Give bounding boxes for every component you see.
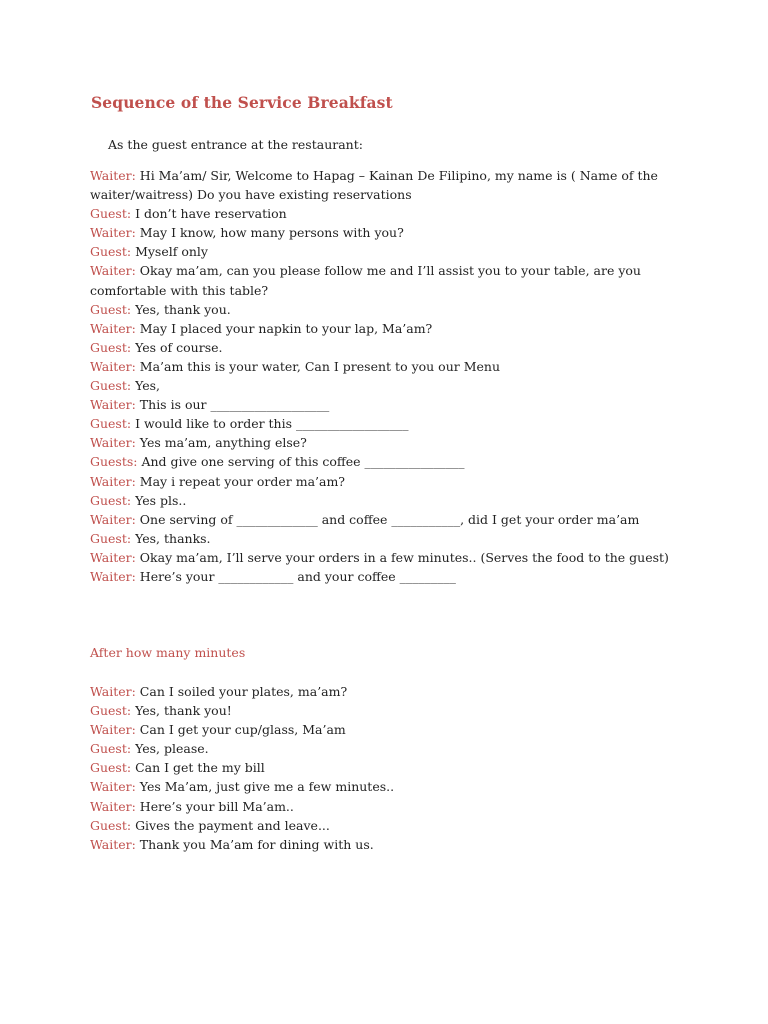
speaker-label: Waiter: [90, 320, 136, 336]
dialogue-line [90, 166, 690, 204]
line-text: Myself only [131, 244, 208, 260]
dialogue-line [90, 452, 690, 471]
line-text: Yes ma’am, anything else? [135, 435, 307, 451]
speaker-label: Guest: [90, 741, 132, 757]
speaker-label: Guest: [90, 378, 132, 394]
speaker-label: Guest: [90, 492, 132, 508]
dialogue-line [90, 777, 690, 796]
speaker-label: Waiter: [90, 511, 136, 527]
speaker-label: Waiter: [90, 568, 136, 584]
line-text: Okay ma’am, I’ll serve your orders in a few minutes.. (Serves the food to the guest) [135, 549, 669, 565]
dialogue-line [90, 510, 690, 529]
speaker-label: Waiter: [90, 168, 136, 183]
dialogue-line [90, 816, 690, 835]
dialogue-line [90, 376, 690, 395]
line-text: Yes pls.. [131, 492, 187, 508]
dialogue-line [90, 835, 690, 854]
intro-text: As the guest entrance at the restaurant: [108, 137, 363, 152]
dialogue-line [90, 720, 690, 739]
speaker-label: Guest: [90, 416, 132, 432]
speaker-label: Waiter: [90, 722, 136, 738]
dialogue-line [90, 797, 690, 816]
dialogue-line [90, 433, 690, 452]
line-text: Thank you Ma’am for dining with us. [135, 836, 374, 852]
speaker-label: Guests: [90, 454, 138, 470]
speaker-label: Guest: [90, 301, 132, 317]
dialogue-line [90, 319, 690, 338]
dialogue-line [90, 472, 690, 491]
line-text: Here’s your ____________ and your coffee _________ [135, 568, 456, 584]
speaker-label: Waiter: [90, 358, 136, 374]
line-text: Yes of course. [131, 339, 223, 355]
dialogue-block-2 [90, 682, 690, 854]
dialogue-block-1 [90, 166, 690, 586]
line-text: I don’t have reservation [131, 206, 287, 222]
line-text: Hi Ma’am/ Sir, Welcome to Hapag – Kainan De Filipino, my name is ( Name of the waiter/waitress) Do you have existing reservations [90, 168, 658, 203]
speaker-label: Guest: [90, 339, 132, 355]
dialogue-line [90, 739, 690, 758]
speaker-label: Waiter: [90, 549, 136, 565]
line-text: Can I get the my bill [131, 760, 265, 776]
dialogue-line [90, 300, 690, 319]
speaker-label: Waiter: [90, 225, 136, 241]
dialogue-line [90, 529, 690, 548]
dialogue-line [90, 395, 690, 414]
line-text: Gives the payment and leave... [131, 817, 330, 833]
speaker-label: Waiter: [90, 397, 136, 413]
document-title: Sequence of the Service Breakfast [91, 93, 393, 112]
speaker-label: Waiter: [90, 836, 136, 852]
line-text: Here’s your bill Ma’am.. [135, 798, 294, 814]
speaker-label: Guest: [90, 817, 132, 833]
dialogue-line [90, 357, 690, 376]
line-text: May i repeat your order ma’am? [135, 473, 346, 489]
line-text: Yes, [131, 378, 161, 394]
line-text: And give one serving of this coffee ________________ [137, 454, 465, 470]
dialogue-line [90, 701, 690, 720]
speaker-label: Waiter: [90, 779, 136, 795]
speaker-label: Guest: [90, 703, 132, 719]
speaker-label: Guest: [90, 206, 132, 222]
line-text: One serving of _____________ and coffee ___________, did I get your order ma’am [135, 511, 640, 527]
line-text: Ma’am this is your water, Can I present to you our Menu [135, 358, 501, 374]
dialogue-line [90, 567, 690, 586]
line-text: Yes, please. [131, 741, 209, 757]
speaker-label: Waiter: [90, 798, 136, 814]
section-heading: After how many minutes [90, 645, 246, 660]
speaker-label: Guest: [90, 530, 132, 546]
dialogue-line [90, 414, 690, 433]
dialogue-line [90, 261, 690, 299]
speaker-label: Waiter: [90, 435, 136, 451]
dialogue-line [90, 242, 690, 261]
line-text: I would like to order this __________________ [131, 416, 409, 432]
line-text: Okay ma’am, can you please follow me and I’ll assist you to your table, are you comfortable with this table? [90, 263, 641, 298]
line-text: Can I get your cup/glass, Ma’am [135, 722, 346, 738]
line-text: May I know, how many persons with you? [135, 225, 404, 241]
line-text: Yes, thanks. [131, 530, 211, 546]
dialogue-line [90, 758, 690, 777]
line-text: Yes, thank you! [131, 703, 232, 719]
speaker-label: Guest: [90, 760, 132, 776]
dialogue-line [90, 682, 690, 701]
line-text: May I placed your napkin to your lap, Ma’am? [135, 320, 433, 336]
speaker-label: Waiter: [90, 263, 136, 279]
speaker-label: Waiter: [90, 684, 136, 699]
speaker-label: Waiter: [90, 473, 136, 489]
dialogue-line [90, 338, 690, 357]
line-text: Can I soiled your plates, ma’am? [135, 684, 348, 699]
dialogue-line [90, 548, 690, 567]
speaker-label: Guest: [90, 244, 132, 260]
dialogue-line [90, 204, 690, 223]
line-text: Yes Ma’am, just give me a few minutes.. [135, 779, 395, 795]
line-text: Yes, thank you. [131, 301, 231, 317]
dialogue-line [90, 491, 690, 510]
line-text: This is our ___________________ [135, 397, 330, 413]
dialogue-line [90, 223, 690, 242]
